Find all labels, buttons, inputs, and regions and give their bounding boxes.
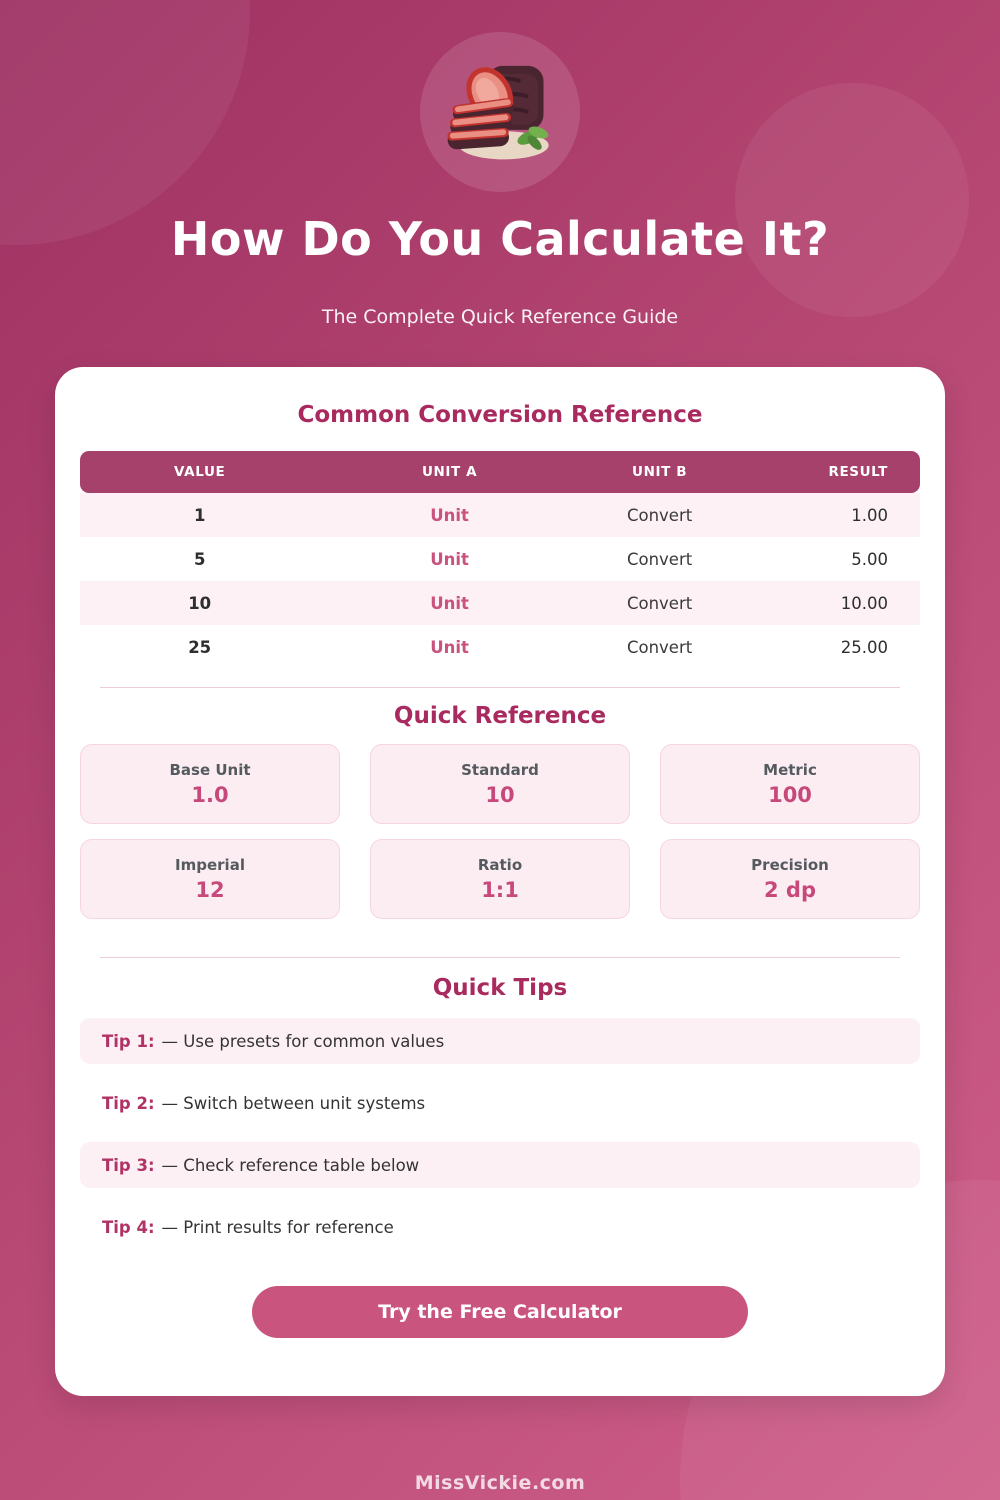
quick-reference-heading: Quick Reference <box>393 703 607 729</box>
stat-value: 10 <box>485 783 515 807</box>
column-header-value: VALUE <box>174 464 226 480</box>
section-divider <box>100 687 900 688</box>
tip-text: — Switch between unit systems <box>161 1093 426 1113</box>
tip-label: Tip 1: <box>102 1031 155 1051</box>
tip-label: Tip 3: <box>102 1155 155 1175</box>
cell-unit-b: Convert <box>626 549 693 569</box>
quick-tips-heading: Quick Tips <box>432 975 568 1001</box>
stat-label: Ratio <box>477 856 523 874</box>
stat-value: 2 dp <box>764 878 816 902</box>
conversion-table-heading: Common Conversion Reference <box>297 402 703 428</box>
cell-unit-a: Unit <box>430 549 469 569</box>
tip-text: — Check reference table below <box>161 1155 420 1175</box>
list-item <box>80 1018 920 1064</box>
try-calculator-button[interactable]: Try the Free Calculator <box>252 1286 748 1338</box>
stat-card-precision <box>660 839 920 919</box>
cell-unit-a: Unit <box>430 593 469 613</box>
tip-text: — Use presets for common values <box>161 1031 445 1051</box>
list-item <box>80 1142 920 1188</box>
cell-unit-a: Unit <box>430 505 469 525</box>
column-header-unit-a: UNIT A <box>421 464 478 480</box>
stat-label: Precision <box>751 856 829 874</box>
stat-card-ratio <box>370 839 630 919</box>
tip-text: — Print results for reference <box>161 1217 394 1237</box>
table-row <box>80 537 920 581</box>
cell-unit-a: Unit <box>430 637 469 657</box>
stat-value: 1.0 <box>191 783 229 807</box>
stat-value: 1:1 <box>481 878 519 902</box>
cell-result: 25.00 <box>840 637 888 657</box>
cell-unit-b: Convert <box>626 505 693 525</box>
conversion-table-header <box>80 451 920 493</box>
tip-label: Tip 2: <box>102 1093 155 1113</box>
cell-unit-b: Convert <box>626 637 693 657</box>
stat-card-standard <box>370 744 630 824</box>
meat-icon <box>420 32 580 192</box>
stat-value: 12 <box>195 878 225 902</box>
stat-card-metric <box>660 744 920 824</box>
stat-label: Base Unit <box>169 761 251 779</box>
stat-label: Imperial <box>175 856 245 874</box>
stat-value: 100 <box>768 783 812 807</box>
table-row <box>80 581 920 625</box>
list-item <box>80 1080 920 1126</box>
cell-value: 1 <box>193 505 206 525</box>
cell-unit-b: Convert <box>626 593 693 613</box>
reference-card <box>55 367 945 1396</box>
page-title: How Do You Calculate It? <box>170 212 830 266</box>
stat-label: Standard <box>461 761 539 779</box>
cell-result: 1.00 <box>851 505 888 525</box>
stat-card-imperial <box>80 839 340 919</box>
page-subtitle: The Complete Quick Reference Guide <box>321 306 679 328</box>
tip-label: Tip 4: <box>102 1217 155 1237</box>
cell-value: 5 <box>193 549 206 569</box>
section-divider <box>100 957 900 958</box>
table-row <box>80 493 920 537</box>
quick-tips-list <box>80 1018 920 1250</box>
stat-card-base-unit <box>80 744 340 824</box>
cell-result: 5.00 <box>851 549 888 569</box>
cell-value: 25 <box>188 637 212 657</box>
cell-value: 10 <box>188 593 212 613</box>
table-row <box>80 625 920 669</box>
column-header-result: RESULT <box>828 464 888 480</box>
quick-reference-grid <box>80 744 920 919</box>
list-item <box>80 1204 920 1250</box>
stat-label: Metric <box>763 761 817 779</box>
site-brand: MissVickie.com <box>414 1472 586 1494</box>
cell-result: 10.00 <box>840 593 888 613</box>
conversion-table <box>80 451 920 669</box>
column-header-unit-b: UNIT B <box>632 464 688 480</box>
